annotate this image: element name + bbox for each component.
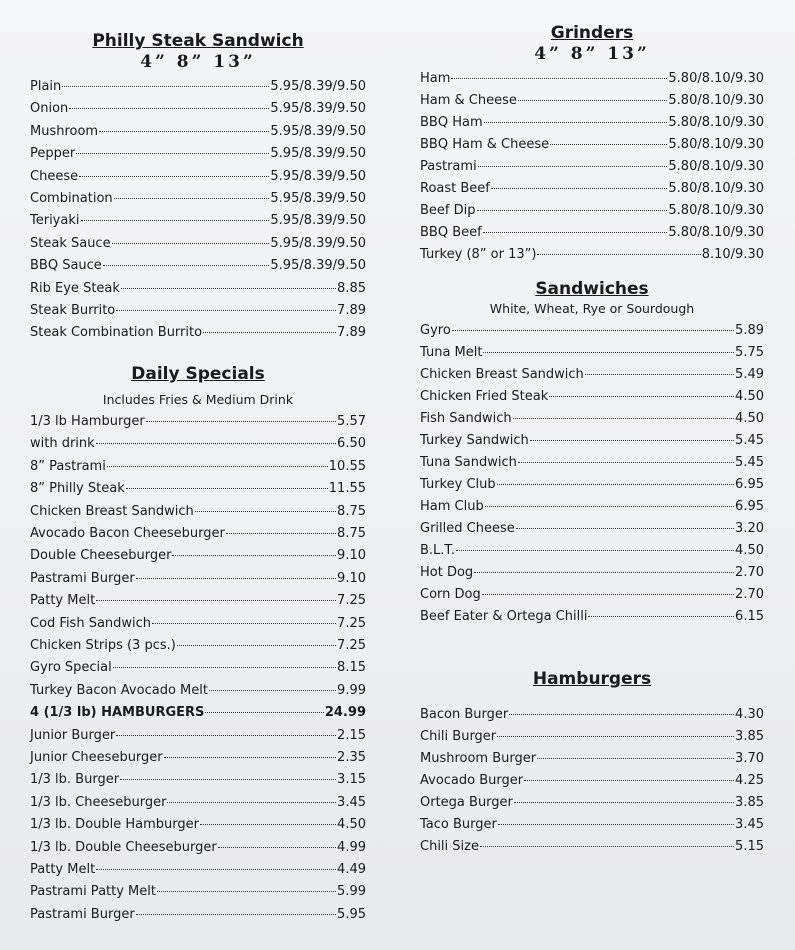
menu-item-row [30, 143, 366, 165]
menu-item-price: 7.89 [337, 325, 366, 341]
menu-item-row [420, 606, 764, 628]
menu-item-name: Onion [30, 101, 69, 117]
menu-item-name: BBQ Ham & Cheese [420, 137, 550, 152]
menu-item-price: 5.95/8.39/9.50 [270, 79, 366, 94]
menu-item-row [420, 836, 764, 858]
menu-item-name: 8” Philly Steak [30, 481, 125, 497]
menu-item-row [420, 792, 764, 814]
menu-item-price: 8.85 [337, 280, 366, 296]
menu-item-price: 5.57 [337, 413, 366, 429]
menu-item-name: Pastrami Burger [30, 906, 135, 922]
menu-item-name: Turkey (8” or 13”) [420, 247, 537, 262]
menu-item-price: 5.80/8.10/9.30 [668, 71, 764, 86]
menu-item-price: 5.45 [735, 455, 764, 470]
menu-item-price: 3.15 [337, 772, 366, 788]
menu-item-row [420, 342, 764, 364]
menu-item-row [30, 322, 366, 344]
dot-leader [474, 572, 734, 573]
menu-item-name: 1/3 lb. Cheeseburger [30, 794, 167, 810]
menu-item-row [420, 518, 764, 540]
menu-item-price: 5.95/8.39/9.50 [270, 258, 366, 274]
dot-leader [121, 288, 336, 289]
dot-leader [136, 578, 336, 579]
menu-item-row [30, 590, 366, 612]
menu-item-name: Chicken Fried Steak [420, 389, 549, 404]
grinders-list [420, 68, 764, 266]
dot-leader [537, 758, 734, 759]
menu-item-price: 8.10/9.30 [701, 247, 764, 262]
menu-item-row [420, 748, 764, 770]
hamburgers-list [420, 704, 764, 858]
menu-item-name: 8” Pastrami [30, 458, 106, 474]
dot-leader [482, 594, 734, 595]
dot-leader [480, 846, 734, 847]
menu-item-row [420, 244, 764, 266]
menu-item-row [30, 121, 366, 143]
menu-item-name: Gyro Special [30, 660, 112, 676]
menu-item-row [420, 178, 764, 200]
menu-item-price: 5.89 [735, 323, 764, 338]
menu-item-row [30, 635, 366, 657]
menu-item-name: Mushroom Burger [420, 751, 537, 766]
dot-leader [550, 144, 667, 145]
left-column [30, 30, 366, 926]
dot-leader [585, 374, 734, 375]
menu-item-price: 10.55 [328, 458, 366, 474]
menu-item-price: 5.95/8.39/9.50 [270, 191, 366, 207]
menu-item-name: BBQ Beef [420, 225, 482, 240]
philly-section-title: Philly Steak Sandwich [92, 31, 304, 51]
menu-item-name: Pepper [30, 146, 76, 162]
dot-leader [549, 396, 734, 397]
menu-item-price: 5.99 [337, 884, 366, 900]
menu-item-row [30, 501, 366, 523]
menu-item-row [30, 478, 366, 500]
menu-item-name: Combination [30, 191, 113, 207]
dot-leader [205, 712, 323, 713]
philly-sizes: 4” 8” 13” [140, 52, 256, 72]
menu-item-row [30, 859, 366, 881]
menu-item-row [30, 814, 366, 836]
menu-item-price: 5.80/8.10/9.30 [668, 93, 764, 108]
philly-list [30, 76, 366, 345]
menu-item-name: Mushroom [30, 123, 99, 139]
menu-item-name: Beef Eater & Ortega Chilli [420, 609, 588, 624]
dot-leader [456, 550, 734, 551]
menu-item-row [30, 613, 366, 635]
menu-item-name: Pastrami [420, 159, 477, 174]
dot-leader [497, 484, 734, 485]
menu-item-row [420, 562, 764, 584]
menu-item-price: 7.89 [337, 303, 366, 319]
menu-item-row [30, 904, 366, 926]
dot-leader [172, 555, 336, 556]
dot-leader [514, 802, 734, 803]
menu-item-price: 5.75 [735, 345, 764, 360]
dot-leader [96, 443, 336, 444]
menu-item-name: Chili Size [420, 839, 479, 854]
menu-item-price: 3.85 [735, 729, 764, 744]
dot-leader [518, 100, 668, 101]
menu-item-name: Junior Burger [30, 727, 116, 743]
menu-item-name: Beef Dip [420, 203, 476, 218]
menu-item-row [30, 792, 366, 814]
right-column [420, 22, 764, 858]
menu-item-price: 2.70 [735, 565, 764, 580]
menu-item-row [420, 814, 764, 836]
menu-item-name: Cod Fish Sandwich [30, 615, 152, 631]
menu-item-name: Corn Dog [420, 587, 481, 602]
dot-leader [200, 824, 336, 825]
dot-leader [113, 667, 336, 668]
menu-item-name: Tuna Melt [420, 345, 483, 360]
dot-leader [195, 511, 336, 512]
dot-leader [96, 869, 336, 870]
menu-item-price: 4.50 [735, 543, 764, 558]
menu-item-name: Ham [420, 71, 451, 86]
menu-item-price: 2.35 [337, 749, 366, 765]
menu-item-price: 3.45 [735, 817, 764, 832]
menu-item-name: Gyro [420, 323, 451, 338]
dot-leader [136, 914, 336, 915]
menu-item-price: 5.49 [735, 367, 764, 382]
menu-item-price: 4.30 [735, 707, 764, 722]
menu-item-row [30, 837, 366, 859]
menu-item-price: 5.95/8.39/9.50 [270, 101, 366, 117]
menu-item-row [30, 881, 366, 903]
menu-item-price: 6.15 [735, 609, 764, 624]
menu-item-price: 4.49 [337, 862, 366, 877]
menu-item-price: 24.99 [324, 705, 366, 721]
menu-item-price: 5.95/8.39/9.50 [270, 213, 366, 229]
menu-item-name: Bacon Burger [420, 707, 509, 722]
menu-item-name: Chicken Strips (3 pcs.) [30, 637, 176, 653]
menu-item-row [420, 364, 764, 386]
dot-leader [99, 131, 269, 132]
menu-item-price: 5.95/8.39/9.50 [270, 123, 366, 139]
menu-item-name: Steak Burrito [30, 303, 116, 319]
menu-item-price: 5.95/8.39/9.50 [270, 168, 366, 184]
menu-item-row [30, 188, 366, 210]
menu-item-price: 9.10 [337, 570, 366, 586]
menu-item-row [420, 408, 764, 430]
menu-item-name: Turkey Club [420, 477, 496, 492]
menu-item-price: 4.50 [735, 411, 764, 426]
dot-leader [588, 616, 734, 617]
menu-item-price: 4.25 [735, 773, 764, 788]
grinders-section-title: Grinders [550, 23, 634, 43]
menu-item-price: 4.50 [735, 389, 764, 404]
menu-item-row [30, 747, 366, 769]
menu-item-row [30, 76, 366, 98]
dot-leader [497, 736, 734, 737]
dot-leader [116, 735, 336, 736]
dot-leader [146, 421, 336, 422]
dot-leader [484, 122, 668, 123]
menu-item-price: 5.80/8.10/9.30 [668, 159, 764, 174]
menu-item-name: Patty Melt [30, 862, 96, 877]
menu-item-price: 2.15 [337, 727, 366, 743]
dot-leader [107, 466, 328, 467]
menu-item-row [30, 545, 366, 567]
dot-leader [152, 623, 336, 624]
menu-item-row [420, 452, 764, 474]
dot-leader [76, 153, 269, 154]
dot-leader [483, 232, 668, 233]
dot-leader [218, 847, 336, 848]
dot-leader [81, 220, 270, 221]
menu-item-price: 6.95 [735, 499, 764, 514]
dot-leader [530, 440, 734, 441]
menu-item-row [420, 704, 764, 726]
dot-leader [203, 332, 336, 333]
menu-item-price: 5.80/8.10/9.30 [668, 115, 764, 130]
dot-leader [524, 780, 734, 781]
menu-item-price: 9.99 [337, 682, 366, 698]
dot-leader [69, 108, 269, 109]
menu-item-name: Steak Combination Burrito [30, 325, 203, 341]
menu-item-name: 1/3 lb Hamburger [30, 413, 145, 429]
dot-leader [518, 462, 734, 463]
menu-item-price: 5.95 [337, 906, 366, 922]
menu-item-price: 3.20 [735, 521, 764, 536]
menu-item-row [420, 222, 764, 244]
dot-leader [114, 198, 270, 199]
menu-item-price: 6.95 [735, 477, 764, 492]
menu-item-name: Cheese [30, 168, 79, 184]
menu-item-price: 5.95/8.39/9.50 [270, 146, 366, 162]
menu-item-price: 4.99 [337, 839, 366, 855]
menu-item-row [420, 156, 764, 178]
menu-item-row [420, 68, 764, 90]
menu-item-name: with drink [30, 436, 95, 452]
menu-item-row [420, 134, 764, 156]
menu-item-name: Turkey Sandwich [420, 433, 529, 448]
dot-leader [209, 690, 336, 691]
dot-leader [451, 78, 667, 79]
dot-leader [126, 488, 328, 489]
dot-leader [157, 891, 336, 892]
menu-item-name: Taco Burger [420, 817, 497, 832]
menu-item-row [420, 430, 764, 452]
menu-item-name: Teriyaki [30, 213, 80, 229]
dot-leader [478, 166, 668, 167]
dot-leader [120, 779, 336, 780]
menu-item-name: Ham Club [420, 499, 484, 514]
menu-item-price: 5.80/8.10/9.30 [668, 225, 764, 240]
dot-leader [116, 310, 336, 311]
menu-item-row [420, 726, 764, 748]
dot-leader [513, 418, 734, 419]
menu-item-row [30, 233, 366, 255]
daily-specials-list [30, 411, 366, 926]
menu-item-name: Avocado Burger [420, 773, 524, 788]
menu-item-row [30, 680, 366, 702]
menu-item-row [420, 90, 764, 112]
dot-leader [103, 265, 270, 266]
sandwiches-subtitle: White, Wheat, Rye or Sourdough [489, 301, 695, 316]
dot-leader [477, 210, 668, 211]
hamburgers-section-title: Hamburgers [532, 669, 652, 689]
menu-item-price: 8.75 [337, 503, 366, 519]
menu-item-row [30, 702, 366, 724]
dot-leader [167, 802, 336, 803]
daily-specials-subtitle: Includes Fries & Medium Drink [102, 391, 294, 407]
menu-item-name: Ham & Cheese [420, 93, 517, 108]
dot-leader [79, 176, 269, 177]
menu-item-name: Chicken Breast Sandwich [30, 503, 194, 519]
menu-item-price: 11.55 [328, 481, 366, 497]
dot-leader [485, 506, 734, 507]
sandwiches-section-title: Sandwiches [535, 279, 649, 299]
menu-item-name: Turkey Bacon Avocado Melt [30, 682, 208, 698]
menu-item-price: 5.95/8.39/9.50 [270, 235, 366, 251]
dot-leader [498, 824, 734, 825]
menu-item-price: 3.85 [735, 795, 764, 810]
dot-leader [62, 86, 269, 87]
grinders-sizes: 4” 8” 13” [534, 44, 650, 64]
daily-specials-title: Daily Specials [131, 363, 265, 384]
menu-item-row [30, 725, 366, 747]
menu-item-row [420, 320, 764, 342]
menu-item-name: Plain [30, 79, 62, 94]
menu-item-row [420, 112, 764, 134]
menu-item-row [30, 433, 366, 455]
menu-item-price: 3.45 [337, 794, 366, 810]
menu-item-price: 8.15 [337, 660, 366, 676]
menu-item-name: Chili Burger [420, 729, 497, 744]
menu-item-row [420, 474, 764, 496]
menu-item-row [420, 540, 764, 562]
menu-item-name: Hot Dog [420, 565, 474, 580]
menu-item-row [420, 496, 764, 518]
dot-leader [96, 600, 336, 601]
menu-item-name: Fish Sandwich [420, 411, 512, 426]
menu-item-name: BBQ Ham [420, 115, 483, 130]
menu-item-name: Grilled Cheese [420, 521, 515, 536]
menu-item-price: 8.75 [337, 525, 366, 541]
dot-leader [177, 645, 336, 646]
menu-item-row [30, 300, 366, 322]
dot-leader [491, 188, 668, 189]
menu-item-row [30, 210, 366, 232]
menu-item-name: Rib Eye Steak [30, 280, 120, 296]
dot-leader [452, 330, 734, 331]
menu-item-row [420, 386, 764, 408]
menu-item-name: Pastrami Burger [30, 570, 135, 586]
menu-item-price: 7.25 [337, 593, 366, 609]
dot-leader [164, 757, 336, 758]
sandwiches-list [420, 320, 764, 628]
menu-item-row [420, 200, 764, 222]
dot-leader [516, 528, 734, 529]
menu-item-name: Ortega Burger [420, 795, 513, 810]
menu-item-price: 5.45 [735, 433, 764, 448]
menu-item-name: B.L.T. [420, 543, 455, 558]
menu-item-row [30, 568, 366, 590]
menu-item-name: 1/3 lb. Burger [30, 772, 120, 788]
menu-item-price: 5.80/8.10/9.30 [668, 137, 764, 152]
menu-item-row [30, 523, 366, 545]
menu-item-price: 6.50 [337, 436, 366, 452]
menu-item-price: 7.25 [337, 615, 366, 631]
menu-item-price: 5.15 [735, 839, 764, 854]
menu-item-row [30, 411, 366, 433]
menu-item-price: 9.10 [337, 548, 366, 564]
menu-item-price: 5.80/8.10/9.30 [668, 203, 764, 218]
menu-item-name: Junior Cheeseburger [30, 749, 163, 765]
menu-item-row [30, 255, 366, 277]
dot-leader [226, 533, 336, 534]
menu-item-name: 1/3 lb. Double Hamburger [30, 817, 199, 833]
menu-item-name: Roast Beef [420, 181, 490, 196]
menu-item-row [420, 770, 764, 792]
menu-item-name: 1/3 lb. Double Cheeseburger [30, 839, 217, 855]
menu-item-price: 3.70 [735, 751, 764, 766]
menu-item-name: Chicken Breast Sandwich [420, 367, 584, 382]
menu-item-row [420, 584, 764, 606]
menu-item-name: Tuna Sandwich [420, 455, 517, 470]
menu-item-price: 2.70 [735, 587, 764, 602]
menu-item-name: 4 (1/3 lb) HAMBURGERS [30, 705, 205, 721]
menu-item-name: Double Cheeseburger [30, 548, 172, 564]
menu-item-row [30, 166, 366, 188]
menu-item-row [30, 98, 366, 120]
menu-item-name: Patty Melt [30, 593, 96, 609]
menu-item-price: 7.25 [337, 637, 366, 653]
dot-leader [537, 254, 700, 255]
menu-item-name: Steak Sauce [30, 235, 111, 251]
menu-item-price: 4.50 [337, 817, 366, 833]
menu-item-row [30, 278, 366, 300]
dot-leader [509, 714, 734, 715]
menu-item-row [30, 657, 366, 679]
menu-item-name: Avocado Bacon Cheeseburger [30, 525, 225, 541]
dot-leader [483, 352, 734, 353]
menu-item-name: BBQ Sauce [30, 258, 102, 274]
dot-leader [112, 243, 270, 244]
menu-item-row [30, 456, 366, 478]
menu-item-row [30, 769, 366, 791]
menu-item-price: 5.80/8.10/9.30 [668, 181, 764, 196]
menu-item-name: Pastrami Patty Melt [30, 884, 156, 900]
